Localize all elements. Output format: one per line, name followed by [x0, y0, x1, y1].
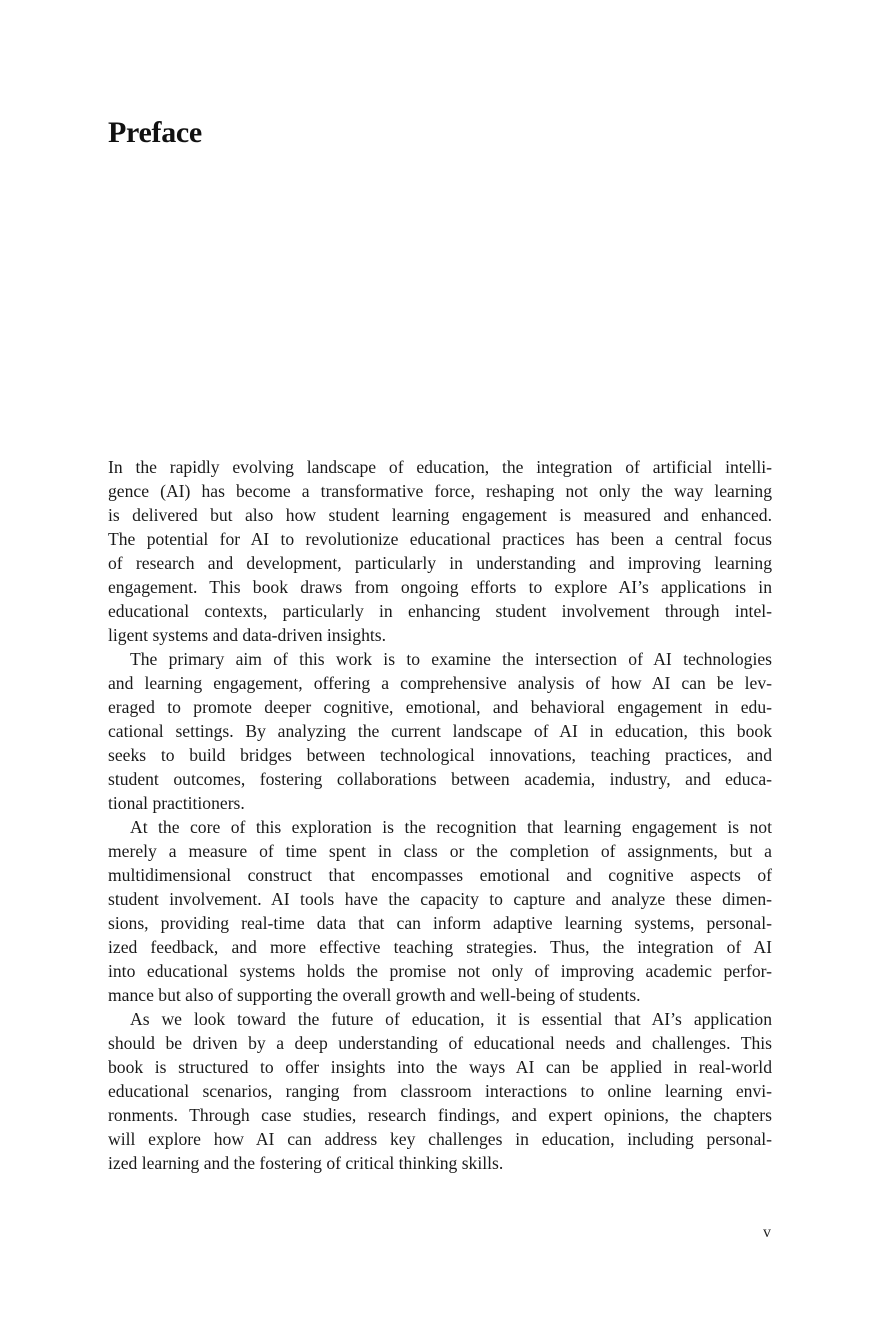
text-line: ronments. Through case studies, research findings, and expert opinions, the chapters — [108, 1105, 772, 1125]
text-line: should be driven by a deep understanding of educational needs and challenges. This — [108, 1033, 772, 1053]
text-line: into educational systems holds the promise not only of improving academic perfor- — [108, 961, 772, 981]
text-line: sions, providing real-time data that can inform adaptive learning systems, personal- — [108, 913, 772, 933]
text-line: multidimensional construct that encompasses emotional and cognitive aspects of — [108, 865, 772, 885]
text-line: gence (AI) has become a transformative force, reshaping not only the way learning — [108, 481, 772, 501]
paragraph — [108, 455, 772, 647]
text-line: ized feedback, and more effective teaching strategies. Thus, the integration of AI — [108, 937, 772, 957]
text-line: student outcomes, fostering collaborations between academia, industry, and educa- — [108, 769, 772, 789]
text-line: eraged to promote deeper cognitive, emotional, and behavioral engagement in edu- — [108, 697, 772, 717]
text-line: and learning engagement, offering a comprehensive analysis of how AI can be lev- — [108, 673, 772, 693]
text-line: The primary aim of this work is to examine the intersection of AI technologies — [130, 649, 772, 669]
page-title: Preface — [108, 116, 202, 149]
text-line: educational contexts, particularly in enhancing student involvement through intel- — [108, 601, 772, 621]
text-line: will explore how AI can address key challenges in education, including personal- — [108, 1129, 772, 1149]
paragraph — [108, 647, 772, 815]
text-line: seeks to build bridges between technological innovations, teaching practices, and — [108, 745, 772, 765]
text-line: tional practitioners. — [108, 793, 245, 813]
text-line: mance but also of supporting the overall growth and well-being of students. — [108, 985, 641, 1005]
text-line: student involvement. AI tools have the capacity to capture and analyze these dimen- — [108, 889, 772, 909]
paragraph — [108, 1007, 772, 1175]
preface-body — [108, 455, 772, 1175]
text-line: In the rapidly evolving landscape of education, the integration of artificial intelli- — [108, 457, 772, 477]
text-line: The potential for AI to revolutionize educational practices has been a central focus — [108, 529, 772, 549]
text-line: ligent systems and data-driven insights. — [108, 625, 387, 645]
text-line: cational settings. By analyzing the current landscape of AI in education, this book — [108, 721, 772, 741]
text-line: engagement. This book draws from ongoing efforts to explore AI’s applications in — [108, 577, 772, 597]
text-line: As we look toward the future of education, it is essential that AI’s application — [130, 1009, 772, 1029]
text-line: educational scenarios, ranging from classroom interactions to online learning envi- — [108, 1081, 772, 1101]
text-line: of research and development, particularly in understanding and improving learning — [108, 553, 772, 573]
text-line: is delivered but also how student learning engagement is measured and enhanced. — [108, 505, 772, 525]
text-line: book is structured to offer insights into the ways AI can be applied in real-world — [108, 1057, 772, 1077]
text-line: ized learning and the fostering of critical thinking skills. — [108, 1153, 504, 1173]
page-number: v — [763, 1224, 771, 1241]
text-line: merely a measure of time spent in class or the completion of assignments, but a — [108, 841, 772, 861]
paragraph — [108, 815, 772, 1007]
text-line: At the core of this exploration is the recognition that learning engagement is not — [130, 817, 772, 837]
